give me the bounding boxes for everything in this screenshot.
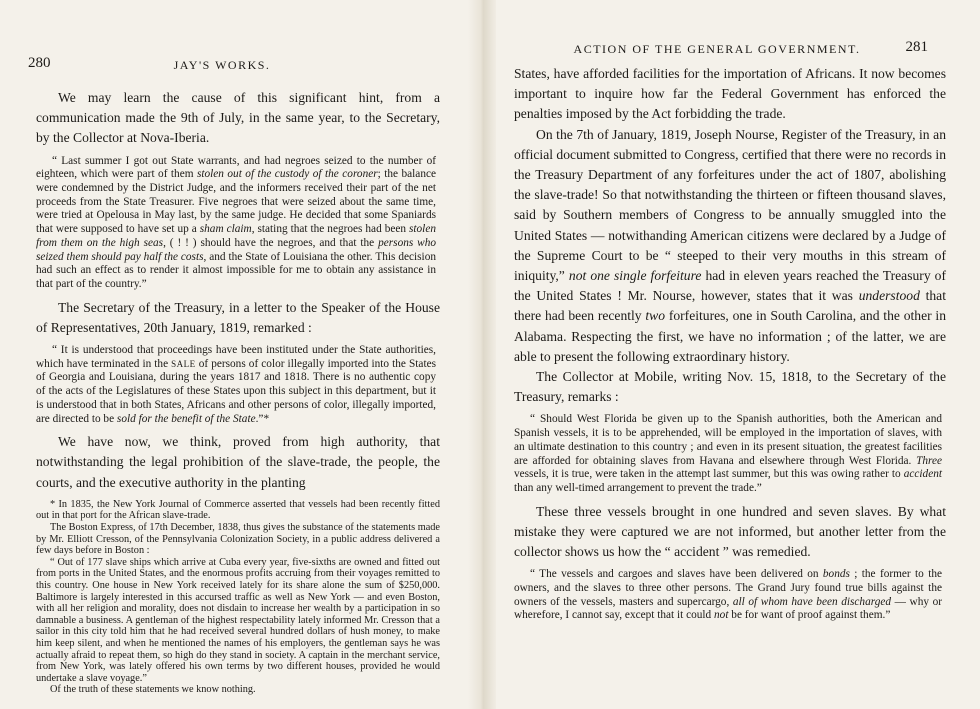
right-page	[496, 0, 980, 709]
body-paragraph: We may learn the cause of this significant hint, from a communication made the 9th of July, in the same year, to the Secretary, by the Collector at Nova-Iberia.	[36, 90, 440, 146]
footnote: Of the truth of these statements we know nothing.	[50, 684, 256, 696]
body-paragraph: We have now, we think, proved from high authority, that notwithstanding the legal prohibition of the slave-trade, the people, the courts, and the executive authority in the planting	[36, 434, 440, 490]
body-paragraph: The Secretary of the Treasury, in a letter to the Speaker of the House of Representatives, 20th January, 1819, remarked :	[36, 299, 440, 335]
running-title: JAY'S WORKS.	[173, 58, 271, 72]
footnote-quote: “ Out of 177 slave ships which arrive at Cuba every year, five-sixths are owned and fitted out from ports in the United States, and the enormous profits accruing from their voyages remitted to this country. One house in New York received lately for its share alone the sum of $250,000. Baltimore is largely interested in this accursed traffic as well as New York — and even Boston, with all her religion and morality, does not disdain to increase her wealth by a participation in so damnable a business. A gentleman of the highest respectability lately informed Mr. Cresson that a sailor in this city told him that he had received several hundred dollars of hush money, to make him keep silent, and when he mentioned the names of his employers, the gentleman says he was actually afraid to repeat them, so high do they stand in society. A captain in the merchant service, from New York, was lately offered his own terms by two different houses, provided he would undertake a slave voyage.”	[36, 556, 440, 684]
right-page-body	[514, 64, 946, 629]
running-title: ACTION OF THE GENERAL GOVERNMENT.	[573, 42, 861, 56]
block-quote: “ Last summer I got out State warrants, and had negroes seized to the number of eighteen, which were part of them stolen out of the custody of the coroner; the balance were condemned by the District Judge, and the informers received their part of the net proceeds from the State Treasurer. Five negroes that were seized about the same time, were tried at Opelousa in May last, by the same judge. He decided that some Spaniards that were supposed to have set up a sham claim, stating that the negroes had been stolen from them on the high seas, ( ! ! ) should have the negroes, and that the persons who seized them should pay half the costs, and the State of Louisiana the other. This decision had such an effect as to render it almost impossible for me to obtain any assistance in that part of the country.”	[36, 154, 436, 290]
body-paragraph: The Collector at Mobile, writing Nov. 15, 1818, to the Secretary of the Treasury, remarks :	[514, 369, 946, 405]
right-page-header	[546, 39, 928, 60]
left-page-body	[36, 88, 440, 696]
body-paragraph: States, have afforded facilities for the importation of Africans. It now becomes important to inquire how far the Federal Government has enforced the penalties imposed by the Act forbidding the trade.	[514, 66, 946, 122]
block-quote: “ It is understood that proceedings have been instituted under the State authorities, which have terminated in the SALE of persons of color illegally imported into the States of Georgia and Louisiana, during the years 1817 and 1818. There is no authentic copy of the acts of the Legislatures of these States upon this subject in this department, but it is understood that in both States, Africans and other persons of color, illegally imported, are directed to be sold for the benefit of the State.”*	[36, 344, 436, 425]
left-page-header	[28, 55, 456, 76]
footnote: * In 1835, the New York Journal of Commerce asserted that vessels had been recently fitted out in that port for the African slave-trade.	[36, 498, 440, 522]
body-paragraph: These three vessels brought in one hundred and seven slaves. By what mistake they were captured we are not informed, but another letter from the collector shows us how the “ accident ” was remedied.	[514, 503, 946, 560]
footnote: The Boston Express, of 17th December, 1838, thus gives the substance of the statements made by Mr. Elliott Cresson, of the Pennsylvania Colonization Society, in a public address delivered a few days before in Boston :	[36, 522, 440, 557]
page-number: 280	[28, 55, 51, 71]
body-paragraph: On the 7th of January, 1819, Joseph Nourse, Register of the Treasury, in an official document submitted to Congress, certified that there were no records in the Treasury Department of any forfeitures under the act of 1807, abolishing the slave-trade! So that notwithstanding the thirteen or fifteen thousand slaves, said by Southern members of Congress to be annually smuggled into the United States — notwithanding American citizens were declared by a Judge of the Supreme Court to be “ steeped to their very mouths in this stream of iniquity,” not one single forfeiture had in eleven years reached the Treasury of the United States ! Mr. Nourse, however, states that it was understood that there had been recently two forfeitures, one in South Carolina, and the other in Alabama. Respecting the first, we have no information ; of the latter, we are able to present the following extraordinary history.	[514, 126, 946, 364]
page-number: 281	[905, 39, 928, 55]
book-gutter	[468, 0, 496, 709]
block-quote: “ The vessels and cargoes and slaves have been delivered on bonds ; the former to the owners, and the slaves to three other persons. The Grand Jury found true bills against the owners of the vessels, masters and supercargo, all of whom have been discharged — why or wherefore, I cannot say, except that it could not be for want of proof against them.”	[514, 568, 942, 622]
left-page	[0, 0, 468, 709]
block-quote: “ Should West Florida be given up to the Spanish authorities, both the American and Spanish vessels, it is to be apprehended, will be employed in the importation of slaves, with an ultimate destination to this country ; and even in its present situation, the greatest facilities are afforded for obtaining slaves from Havana and elsewhere through West Florida. Three vessels, it is true, were taken in the attempt last summer, but this was owing rather to accident than any well-timed arrangement to prevent the trade.”	[514, 413, 942, 494]
